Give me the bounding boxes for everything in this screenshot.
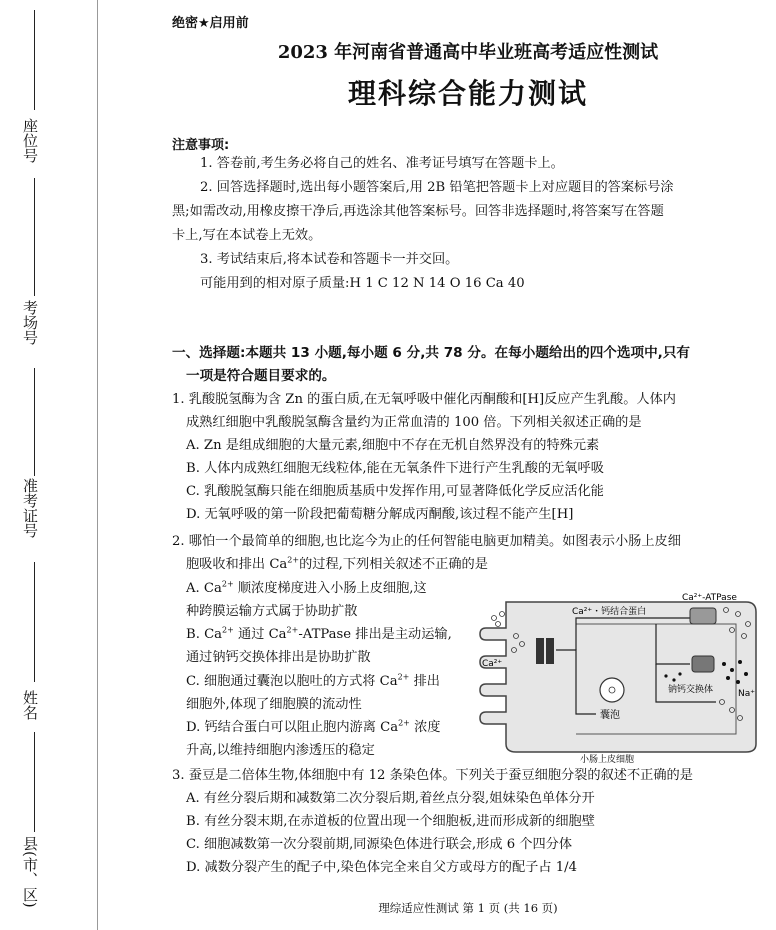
q2-option-d-line1: D. 钙结合蛋白可以阻止胞内游离 $Ca^{2+}$ 浓度 xyxy=(186,718,441,735)
notice-item-3: 3. 考试结束后,将本试卷和答题卡一并交回。 xyxy=(200,252,459,267)
county-label: 县(市、区) xyxy=(21,836,39,908)
label-ca-binding-protein: Ca²⁺・钙结合蛋白 xyxy=(572,607,647,617)
exam-title: 2023 年河南省普通高中毕业班高考适应性测试 xyxy=(277,42,659,63)
q3-option-a: A. 有丝分裂后期和减数第二次分裂后期,着丝点分裂,姐妹染色单体分开 xyxy=(186,791,595,806)
cell-diagram xyxy=(476,584,766,766)
notice-item-2-cont: 黑;如需改动,用橡皮擦干净后,再选涂其他答案标号。回答非选择题时,将答案写在答题 xyxy=(172,204,664,219)
seat-number-label: 座位号 xyxy=(21,118,39,163)
q2-stem-line2: 胞吸收和排出 $Ca^{2+}$的过程,下列相关叙述不正确的是 xyxy=(186,555,488,572)
q1-stem-line2: 成熟红细胞中乳酸脱氢酶含量约为正常血清的 100 倍。下列相关叙述正确的是 xyxy=(186,415,642,430)
section-heading-line1: 一、选择题:本题共 13 小题,每小题 6 分,共 78 分。在每小题给出的四个选项中,只有 xyxy=(172,345,691,361)
label-ca-ion: Ca²⁺ xyxy=(482,659,503,669)
label-ca-atpase: Ca²⁺-ATPase xyxy=(682,593,737,603)
notice-item-1: 1. 答卷前,考生务必将自己的姓名、准考证号填写在答题卡上。 xyxy=(200,156,564,171)
ca-channel-right xyxy=(546,638,554,664)
label-na-ion: Na⁺ xyxy=(738,689,755,699)
label-exchanger: 钠钙交换体 xyxy=(668,685,714,695)
exam-room-line xyxy=(34,178,35,296)
county-line xyxy=(34,732,35,832)
q2-stem-line1: 2. 哪怕一个最简单的细胞,也比迄今为止的任何智能电脑更加精美。如图表示小肠上皮细 xyxy=(172,534,681,549)
admission-number-label: 准考证号 xyxy=(21,478,39,538)
notice-heading: 注意事项: xyxy=(172,138,230,153)
section-heading-line2: 一项是符合题目要求的。 xyxy=(186,368,336,384)
q2-option-c-line1: C. 细胞通过囊泡以胞吐的方式将 $Ca^{2+}$ 排出 xyxy=(186,672,440,689)
ca-channel-left xyxy=(536,638,544,664)
q1-stem-line1: 1. 乳酸脱氢酶为含 Zn 的蛋白质,在无氧呼吸中催化丙酮酸和[H]反应产生乳酸。人体内 xyxy=(172,392,676,407)
vesicle xyxy=(600,678,624,702)
q3-option-d: D. 减数分裂产生的配子中,染色体完全来自父方或母方的配子占 1/4 xyxy=(186,860,577,875)
q2-option-a-line1: A. $Ca^{2+}$ 顺浓度梯度进入小肠上皮细胞,这 xyxy=(186,579,427,596)
section-heading xyxy=(172,342,764,388)
q1-option-c: C. 乳酸脱氢酶只能在细胞质基质中发挥作用,可显著降低化学反应活化能 xyxy=(186,484,604,499)
name-line xyxy=(34,562,35,682)
q2-option-d-line2: 升高,以维持细胞内渗透压的稳定 xyxy=(186,743,375,758)
exam-room-label: 考场号 xyxy=(21,300,39,345)
atomic-mass-line: 可能用到的相对原子质量:H 1 C 12 N 14 O 16 Ca 40 xyxy=(200,276,525,291)
subject-title: 理科综合能力测试 xyxy=(347,77,588,110)
label-vesicle: 囊泡 xyxy=(600,710,620,721)
q2-option-b-line2: 通过钠钙交换体排出是协助扩散 xyxy=(186,650,371,665)
name-label: 姓名 xyxy=(21,690,39,720)
notice-item-2: 2. 回答选择题时,选出每小题答案后,用 2B 铅笔把答题卡上对应题目的答案标号涂 xyxy=(200,180,674,195)
q3-option-c: C. 细胞减数第一次分裂前期,同源染色体进行联会,形成 6 个四分体 xyxy=(186,837,573,852)
na-ca-exchanger xyxy=(692,656,714,672)
page-footer: 理综适应性测试 第 1 页 (共 16 页) xyxy=(378,901,558,915)
notice-item-2-end: 卡上,写在本试卷上无效。 xyxy=(172,228,322,243)
q3-option-b: B. 有丝分裂末期,在赤道板的位置出现一个细胞板,进而形成新的细胞壁 xyxy=(186,814,595,829)
q2-option-c-line2: 细胞外,体现了细胞膜的流动性 xyxy=(186,697,362,712)
confidential-mark: 绝密★启用前 xyxy=(172,16,249,31)
q2-option-b-line1: B. $Ca^{2+}$ 通过 $Ca^{2+}$-ATPase 排出是主动运输, xyxy=(186,625,452,642)
q3-stem: 3. 蚕豆是二倍体生物,体细胞中有 12 条染色体。下列关于蚕豆细胞分裂的叙述不正确的是 xyxy=(172,768,693,783)
q2-option-a-line2: 种跨膜运输方式属于协助扩散 xyxy=(186,604,358,619)
admission-number-line xyxy=(34,368,35,476)
q1-option-d: D. 无氧呼吸的第一阶段把葡萄糖分解成丙酮酸,该过程不能产生[H] xyxy=(186,507,574,522)
q1-option-a: A. Zn 是组成细胞的大量元素,细胞中不存在无机自然界没有的特殊元素 xyxy=(186,438,600,453)
q1-option-b: B. 人体内成熟红细胞无线粒体,能在无氧条件下进行产生乳酸的无氧呼吸 xyxy=(186,461,604,476)
atpase-pump xyxy=(690,608,716,624)
binding-divider xyxy=(97,0,98,930)
binding-margin xyxy=(0,0,100,930)
figure-caption: 小肠上皮细胞 xyxy=(580,755,635,765)
seat-number-line xyxy=(34,10,35,110)
